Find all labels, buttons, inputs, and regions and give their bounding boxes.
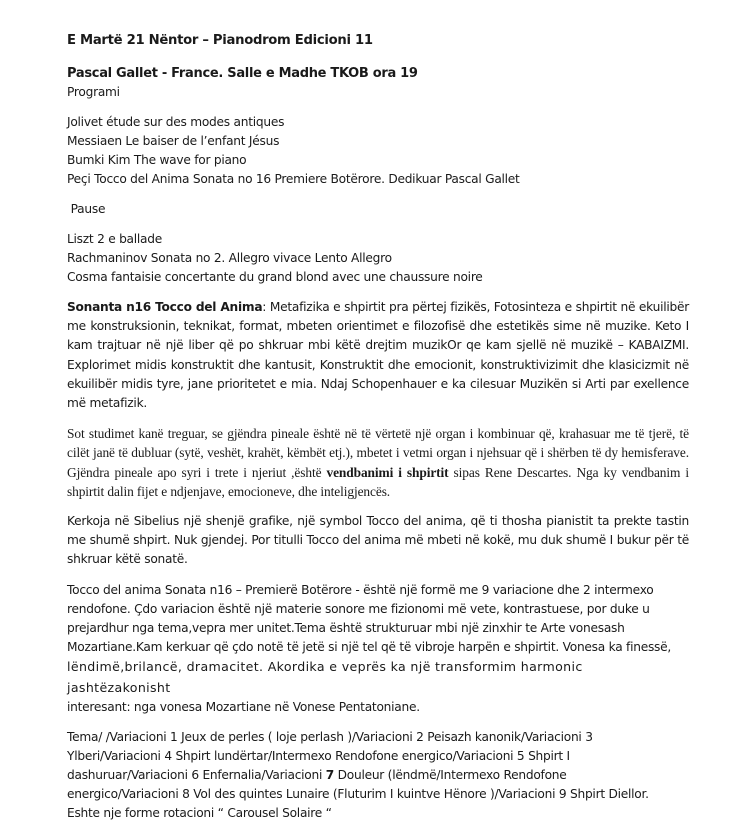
program-item: Messiaen Le baiser de l’enfant Jésus (67, 134, 280, 148)
variations-number-7: 7 (325, 767, 334, 782)
form-text-part-1: Tocco del anima Sonata n16 – Premierë Botërore - është një formë me 9 variacione dhe 2 intermexo rendofone. Çdo variacion është një materie sonore me fizionomi më vete, kontrastuese, por duke u prejardhur nga tema,vepra mer unitet.Tema është strukturuar mbi një zinxhir te Arte vonesash Mozartiane.Kam kerkuar që çdo notë të jetë si një tel që të vibroje harpën e shpirtit. Vonesa ka finessë, (67, 582, 672, 655)
program-item: Cosma fantaisie concertante du grand blond avec une chaussure noire (67, 270, 483, 284)
form-text-part-3: interesant: nga vonesa Mozartiane në Vonese Pentatoniane. (67, 699, 420, 714)
program-item: Bumki Kim The wave for piano (67, 153, 247, 167)
program-part-1 (67, 113, 689, 189)
program-part-2 (67, 230, 689, 287)
program-item: Peçi Tocco del Anima Sonata no 16 Premiere Botërore. Dedikuar Pascal Gallet (67, 172, 520, 186)
variations-line-text: dashuruar/Variacioni 6 Enfernalia/Variacioni (67, 767, 326, 782)
variations-line (67, 766, 689, 785)
variations-paragraph (67, 728, 689, 823)
sibelius-paragraph: Kerkoja në Sibelius një shenjë grafike, një symbol Tocco del anima, që ti thosha pianistit ta prekte tastin me shumë shpirt. Nuk gjendej. Por titulli Tocco del anima më mbeti në kokë, mu duk shumë I bukur për të shkruar këtë sonatë. (67, 514, 689, 567)
variations-line-text: Douleur (lëndmë/Intermexo Rendofone (334, 767, 567, 782)
variations-line: Ylberi/Variacioni 4 Shpirt lundërtar/Intermexo Rendofone energico/Variacioni 5 Shpirt I (67, 748, 570, 763)
document-page (67, 31, 689, 823)
sonata-intro-paragraph (67, 298, 689, 413)
sonata-intro-body: : Metafizika e shpirtit pra përtej fizikës, Fotosinteza e shpirtit në ekuilibër me konstruksionin, teknikat, format, mbeten orientimet e filozofisë dhe estetikës sime në muzike. Keto I kam trajtuar në një liber që po shkruar mbi këtë drejtim muzikOr qe kam sjellë në muzikë – KABAIZMI. Explorimet midis konstruktit dhe kantusit, Konstruktit dhe emocionit, konstruktivizimit dhe klasicizmit në ekuilibër midis tyre, jane prioritetet e mia. Ndaj Schopenhauer e ka cilesuar Muzikën si Arti par exellence më metafizik. (67, 300, 689, 411)
variations-line: Eshte nje forme rotacioni “ Carousel Solaire “ (67, 805, 332, 820)
pineal-bold-phrase: vendbanimi i shpirtit (326, 464, 449, 480)
program-item: Jolivet étude sur des modes antiques (67, 115, 285, 129)
pineal-text-after: sipas Rene Descartes. Nga ky vendbanim i shpirtit dalin fijet e ndjenjave, emocioneve, dhe inteligjencës. (67, 464, 689, 499)
form-paragraph (67, 581, 689, 717)
program-pause: Pause (67, 202, 106, 216)
sonata-intro-lead: Sonanta n16 Tocco del Anima (67, 300, 263, 314)
pineal-text-before: Sot studimet kanë treguar, se gjëndra pineale është në të vërtetë një organ i kombinuar që, krahasuar me të tjerë, të cilët janë të dubluar (sytë, veshët, krahët, këmbët etj.), mbetet i vetmi organ i njehsuar që i shërben të dy hemisferave. Gjëndra pineale apo syri i trete i njeriut ,është (67, 426, 689, 480)
variations-line: energico/Variacioni 8 Vol des quintes Lunaire (Fluturim I kuintve Hënore )/Variacioni 9 Shpirt Diellor. (67, 786, 649, 801)
program-label: Programi (67, 85, 120, 99)
variations-line: Tema/ /Variacioni 1 Jeux de perles ( loje perlash )/Variacioni 2 Peisazh kanonik/Variacioni 3 (67, 729, 593, 744)
program-item: Liszt 2 e ballade (67, 232, 163, 246)
program-item: Rachmaninov Sonata no 2. Allegro vivace Lento Allegro (67, 251, 392, 265)
performer-line: Pascal Gallet - France. Salle e Madhe TKOB ora 19 (67, 66, 418, 81)
form-text (67, 581, 689, 698)
event-title: E Martë 21 Nëntor – Pianodrom Edicioni 11 (67, 33, 373, 48)
form-text-part-2: lëndimë,brilancë, dramacitet. Akordika e veprës ka një transformim harmonic jashtëzakonisht (67, 659, 583, 695)
pineal-paragraph (67, 424, 689, 501)
